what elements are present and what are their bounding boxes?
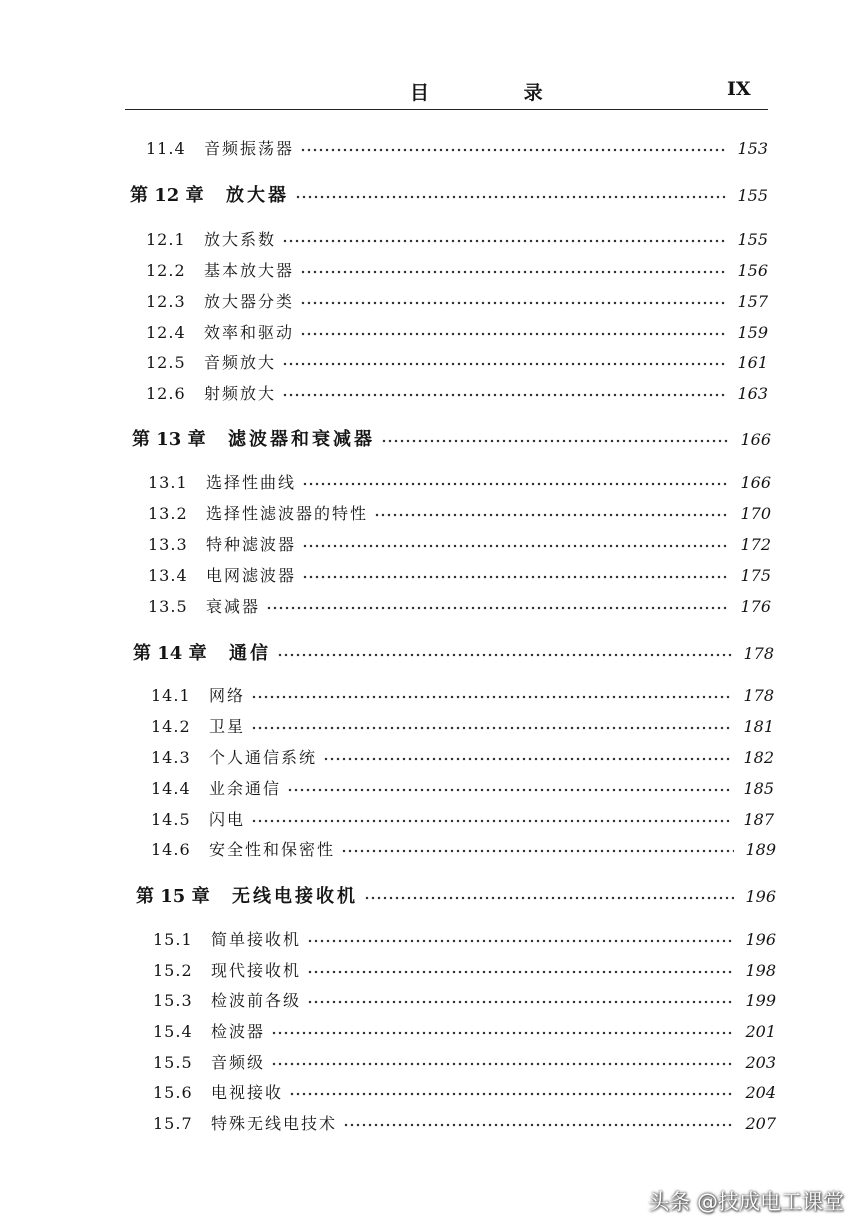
toc-section-row [151,807,774,830]
dot-leader [302,474,729,490]
chapter-number: 第 15 章 [136,886,210,907]
page-number: 155 [737,230,768,249]
toc-section-row [148,501,771,524]
toc-section-row [153,958,776,981]
section-title: 衰减器 [206,597,261,616]
toc-section-row [146,381,768,404]
section-number: 12.5 [146,353,186,372]
section-title: 基本放大器 [204,261,295,280]
section-number: 13.5 [148,597,188,616]
dot-leader [282,231,726,247]
dot-leader [307,962,734,978]
section-title: 电视接收 [211,1083,284,1102]
page-number: 159 [737,323,768,342]
page-number: 175 [740,566,771,585]
section-title: 卫星 [209,717,246,736]
toc-section-row [146,258,768,281]
toc-section-row [148,532,771,555]
section-title: 网络 [209,686,246,705]
toc-section-row [151,683,774,706]
section-title: 音频放大 [204,353,277,372]
toc-section-row [151,714,774,737]
section-number: 13.1 [148,473,188,492]
section-number: 12.6 [146,384,186,403]
section-number: 15.2 [153,961,193,980]
dot-leader [307,931,734,947]
section-number: 13.4 [148,566,188,585]
section-number: 14.5 [151,810,191,829]
page-number: 170 [740,504,771,523]
dot-leader [364,887,734,905]
section-number: 15.5 [153,1053,193,1072]
page-number: 166 [740,473,771,492]
toc-section-row [146,136,768,159]
toc-section-row [151,837,776,860]
watermark: 头条 @技成电工课堂 [648,1190,844,1214]
chapter-title: 无线电接收机 [232,886,358,907]
page-number: 157 [737,292,768,311]
page-header-number: IX [727,78,751,100]
header-rule [125,109,768,110]
dot-leader [251,687,732,703]
toc-section-row [151,745,774,768]
dot-leader [251,811,732,827]
page-number: 166 [740,430,771,449]
section-title: 特种滤波器 [206,535,297,554]
page-number: 178 [743,686,774,705]
section-title: 安全性和保密性 [209,840,336,859]
dot-leader [374,505,729,521]
section-number: 12.1 [146,230,186,249]
dot-leader [289,1084,734,1100]
toc-section-row [146,350,768,373]
page-number: 161 [737,353,768,372]
section-number: 12.4 [146,323,186,342]
toc-section-row [148,594,771,617]
section-title: 检波器 [211,1022,266,1041]
dot-leader [302,536,729,552]
dot-leader [300,140,726,156]
toc-section-row [148,470,771,493]
dot-leader [343,1115,734,1131]
page-number: 187 [743,810,774,829]
section-title: 检波前各级 [211,991,302,1010]
section-title: 业余通信 [209,779,282,798]
section-title: 放大器分类 [204,292,295,311]
page-number: 204 [745,1083,776,1102]
section-number: 12.3 [146,292,186,311]
section-title: 选择性滤波器的特性 [206,504,369,523]
page-number: 207 [745,1114,776,1133]
page-number: 201 [745,1022,776,1041]
page-number: 163 [737,384,768,403]
dot-leader [300,324,726,340]
dot-leader [282,354,726,370]
page-number: 189 [745,840,776,859]
page-number: 185 [743,779,774,798]
section-title: 效率和驱动 [204,323,295,342]
section-number: 14.2 [151,717,191,736]
section-title: 音频振荡器 [204,139,295,158]
dot-leader [307,992,734,1008]
dot-leader [302,567,729,583]
section-number: 12.2 [146,261,186,280]
section-number: 15.3 [153,991,193,1010]
dot-leader [277,644,732,662]
dot-leader [282,385,726,401]
dot-leader [271,1054,734,1070]
section-title: 简单接收机 [211,930,302,949]
section-number: 15.7 [153,1114,193,1133]
section-number: 14.1 [151,686,191,705]
toc-chapter-row [130,181,768,207]
section-number: 15.4 [153,1022,193,1041]
page-number: 196 [745,930,776,949]
page-number: 199 [745,991,776,1010]
page-number: 198 [745,961,776,980]
page-number: 155 [737,186,768,205]
section-number: 14.4 [151,779,191,798]
section-number: 13.3 [148,535,188,554]
section-title: 射频放大 [204,384,277,403]
dot-leader [341,841,734,857]
chapter-number: 第 12 章 [130,185,204,206]
section-title: 现代接收机 [211,961,302,980]
toc-chapter-row [133,639,774,665]
page-number: 181 [743,717,774,736]
page-number: 156 [737,261,768,280]
page-number: 196 [745,887,776,906]
section-number: 15.1 [153,930,193,949]
dot-leader [323,749,732,765]
chapter-number: 第 14 章 [133,643,207,664]
chapter-title: 滤波器和衰减器 [228,429,375,450]
section-title: 特殊无线电技术 [211,1114,338,1133]
page-number: 203 [745,1053,776,1072]
page-number: 178 [743,644,774,663]
toc-section-row [148,563,771,586]
dot-leader [295,186,726,204]
toc-section-row [153,1111,776,1134]
toc-section-row [153,1050,776,1073]
toc-section-row [153,927,776,950]
toc-section-row [146,227,768,250]
section-title: 闪电 [209,810,246,829]
section-number: 11.4 [146,139,186,158]
toc-section-row [153,988,776,1011]
page-number: 176 [740,597,771,616]
section-title: 电网滤波器 [206,566,297,585]
page-number: 153 [737,139,768,158]
page-number: 172 [740,535,771,554]
toc-section-row [146,289,768,312]
dot-leader [300,262,726,278]
toc-section-row [153,1080,776,1103]
chapter-title: 通信 [229,643,271,664]
toc-chapter-row [132,425,771,451]
toc-section-row [146,320,768,343]
section-title: 音频级 [211,1053,266,1072]
toc-section-row [151,776,774,799]
section-title: 放大系数 [204,230,277,249]
page-number: 182 [743,748,774,767]
toc-chapter-row [136,882,776,908]
dot-leader [300,293,726,309]
section-number: 14.3 [151,748,191,767]
dot-leader [287,780,732,796]
dot-leader [381,430,729,448]
chapter-title: 放大器 [226,185,289,206]
chapter-number: 第 13 章 [132,429,206,450]
dot-leader [271,1023,734,1039]
section-number: 13.2 [148,504,188,523]
dot-leader [266,598,729,614]
section-title: 个人通信系统 [209,748,318,767]
page-header-title: 目 录 [410,82,587,104]
toc-section-row [153,1019,776,1042]
section-number: 14.6 [151,840,191,859]
section-title: 选择性曲线 [206,473,297,492]
section-number: 15.6 [153,1083,193,1102]
dot-leader [251,718,732,734]
